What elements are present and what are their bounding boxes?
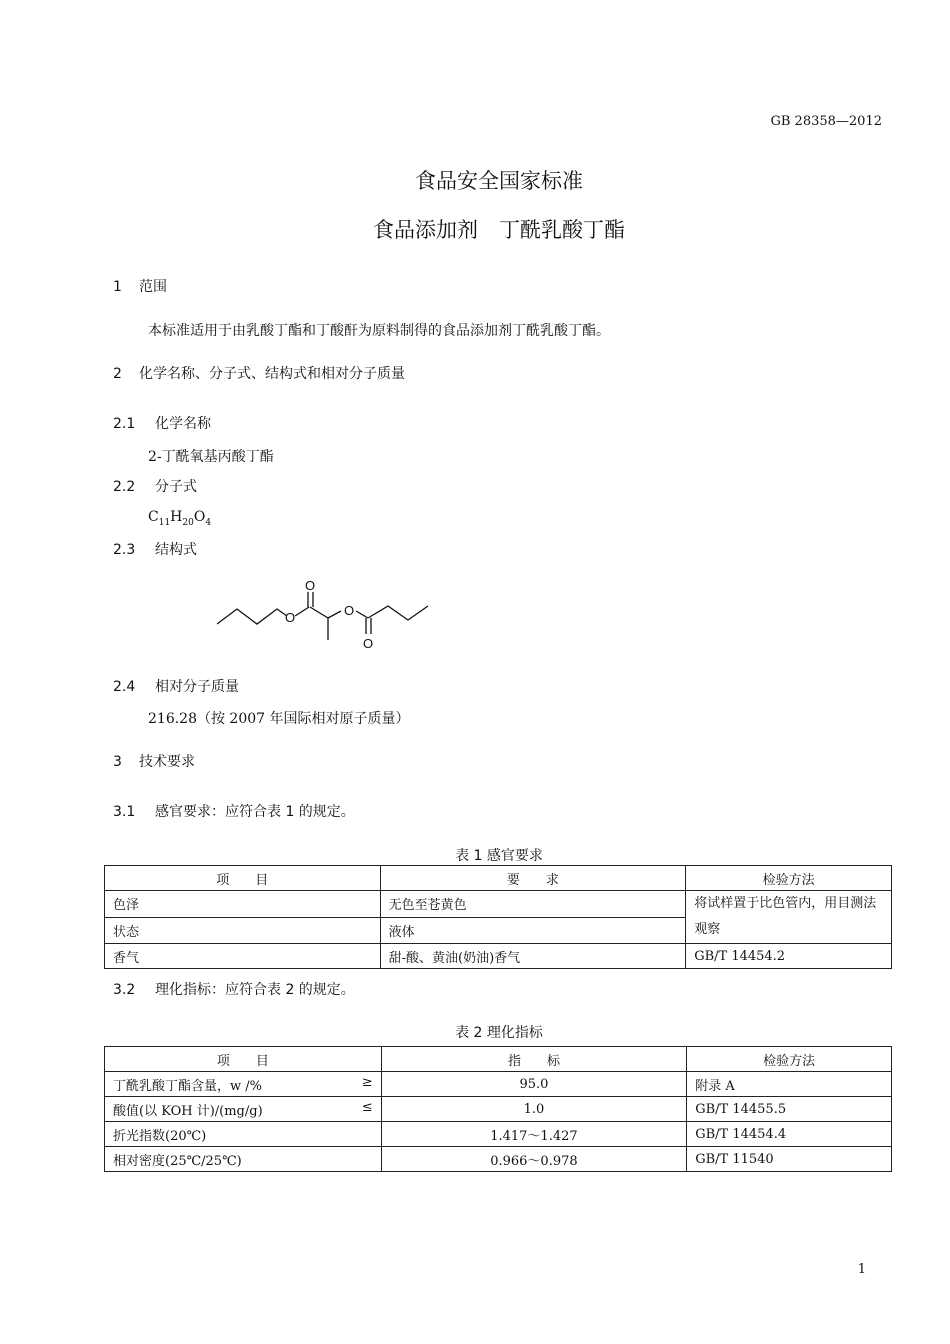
page-number: 1 xyxy=(857,1262,866,1277)
table-cell: 95.0 xyxy=(381,1072,687,1097)
page-title: 食品安全国家标准 xyxy=(415,169,583,193)
table-cell: 酸值(以 KOH 计)/(mg/g) ≤ xyxy=(105,1097,382,1122)
table-row xyxy=(105,891,892,918)
section-2-4-heading: 2.4 相对分子质量 xyxy=(113,679,239,695)
table-header: 检验方法 xyxy=(686,866,892,891)
table-cell: 折光指数(20℃) xyxy=(105,1122,382,1147)
section-3-heading: 3 技术要求 xyxy=(113,754,195,770)
section-1-text: 本标准适用于由乳酸丁酯和丁酸酐为原料制得的食品添加剂丁酰乳酸丁酯。 xyxy=(148,323,610,339)
table-cell: GB/T 14454.4 xyxy=(687,1122,892,1147)
section-3-1-heading: 3.1 感官要求：应符合表 1 的规定。 xyxy=(113,804,355,820)
page-subtitle: 食品添加剂 丁酰乳酸丁酯 xyxy=(373,218,625,242)
carbonyl-oxygen-2: O xyxy=(362,636,374,651)
table-row xyxy=(105,1122,892,1147)
table-1 xyxy=(104,865,892,969)
molecular-weight: 216.28（按 2007 年国际相对原子质量） xyxy=(148,711,410,727)
table-cell: GB/T 11540 xyxy=(687,1147,892,1172)
table-row xyxy=(105,944,892,969)
section-2-1-heading: 2.1 化学名称 xyxy=(113,416,211,432)
table-cell: 液体 xyxy=(380,917,686,944)
table-cell: 香气 xyxy=(105,944,381,969)
molecular-formula: $C_{11}H_{20}O_4$ xyxy=(148,509,212,528)
table-2 xyxy=(104,1046,892,1172)
table-row xyxy=(105,1147,892,1172)
table-header: 项 目 xyxy=(105,866,381,891)
table-cell: 1.417～1.427 xyxy=(381,1122,687,1147)
table-1-caption: 表 1 感官要求 xyxy=(455,848,543,864)
ester-oxygen-1: O xyxy=(284,610,296,625)
table-row xyxy=(105,866,892,891)
table-cell: 甜-酸、黄油(奶油)香气 xyxy=(380,944,686,969)
ester-oxygen-2: O xyxy=(343,603,355,618)
section-3-2-heading: 3.2 理化指标：应符合表 2 的规定。 xyxy=(113,982,355,998)
table-cell: 相对密度(25℃/25℃) xyxy=(105,1147,382,1172)
section-2-2-heading: 2.2 分子式 xyxy=(113,479,197,495)
table-header: 项 目 xyxy=(105,1047,382,1072)
table-cell: 0.966～0.978 xyxy=(381,1147,687,1172)
table-cell: 状态 xyxy=(105,917,381,944)
table-2-caption: 表 2 理化指标 xyxy=(455,1025,543,1041)
table-cell: GB/T 14454.2 xyxy=(686,944,892,969)
section-2-3-heading: 2.3 结构式 xyxy=(113,542,197,558)
table-header: 指 标 xyxy=(381,1047,687,1072)
table-cell: 色泽 xyxy=(105,891,381,918)
table-header: 要 求 xyxy=(380,866,686,891)
carbonyl-oxygen-1: O xyxy=(304,578,316,593)
table-cell: 附录 A xyxy=(687,1072,892,1097)
chemical-name: 2-丁酰氧基丙酸丁酯 xyxy=(148,449,274,465)
table-cell: 丁酰乳酸丁酯含量，w /% ≥ xyxy=(105,1072,382,1097)
structural-formula xyxy=(200,570,450,660)
table-cell: 将试样置于比色管内，用目测法观察 xyxy=(686,891,892,944)
section-1-heading: 1 范围 xyxy=(113,279,167,295)
table-cell: 无色至苍黄色 xyxy=(380,891,686,918)
standard-number: GB 28358—2012 xyxy=(770,114,882,129)
table-row xyxy=(105,1047,892,1072)
table-row xyxy=(105,1072,892,1097)
table-cell: 1.0 xyxy=(381,1097,687,1122)
table-row xyxy=(105,1097,892,1122)
table-cell: GB/T 14455.5 xyxy=(687,1097,892,1122)
section-2-heading: 2 化学名称、分子式、结构式和相对分子质量 xyxy=(113,366,405,382)
table-header: 检验方法 xyxy=(687,1047,892,1072)
